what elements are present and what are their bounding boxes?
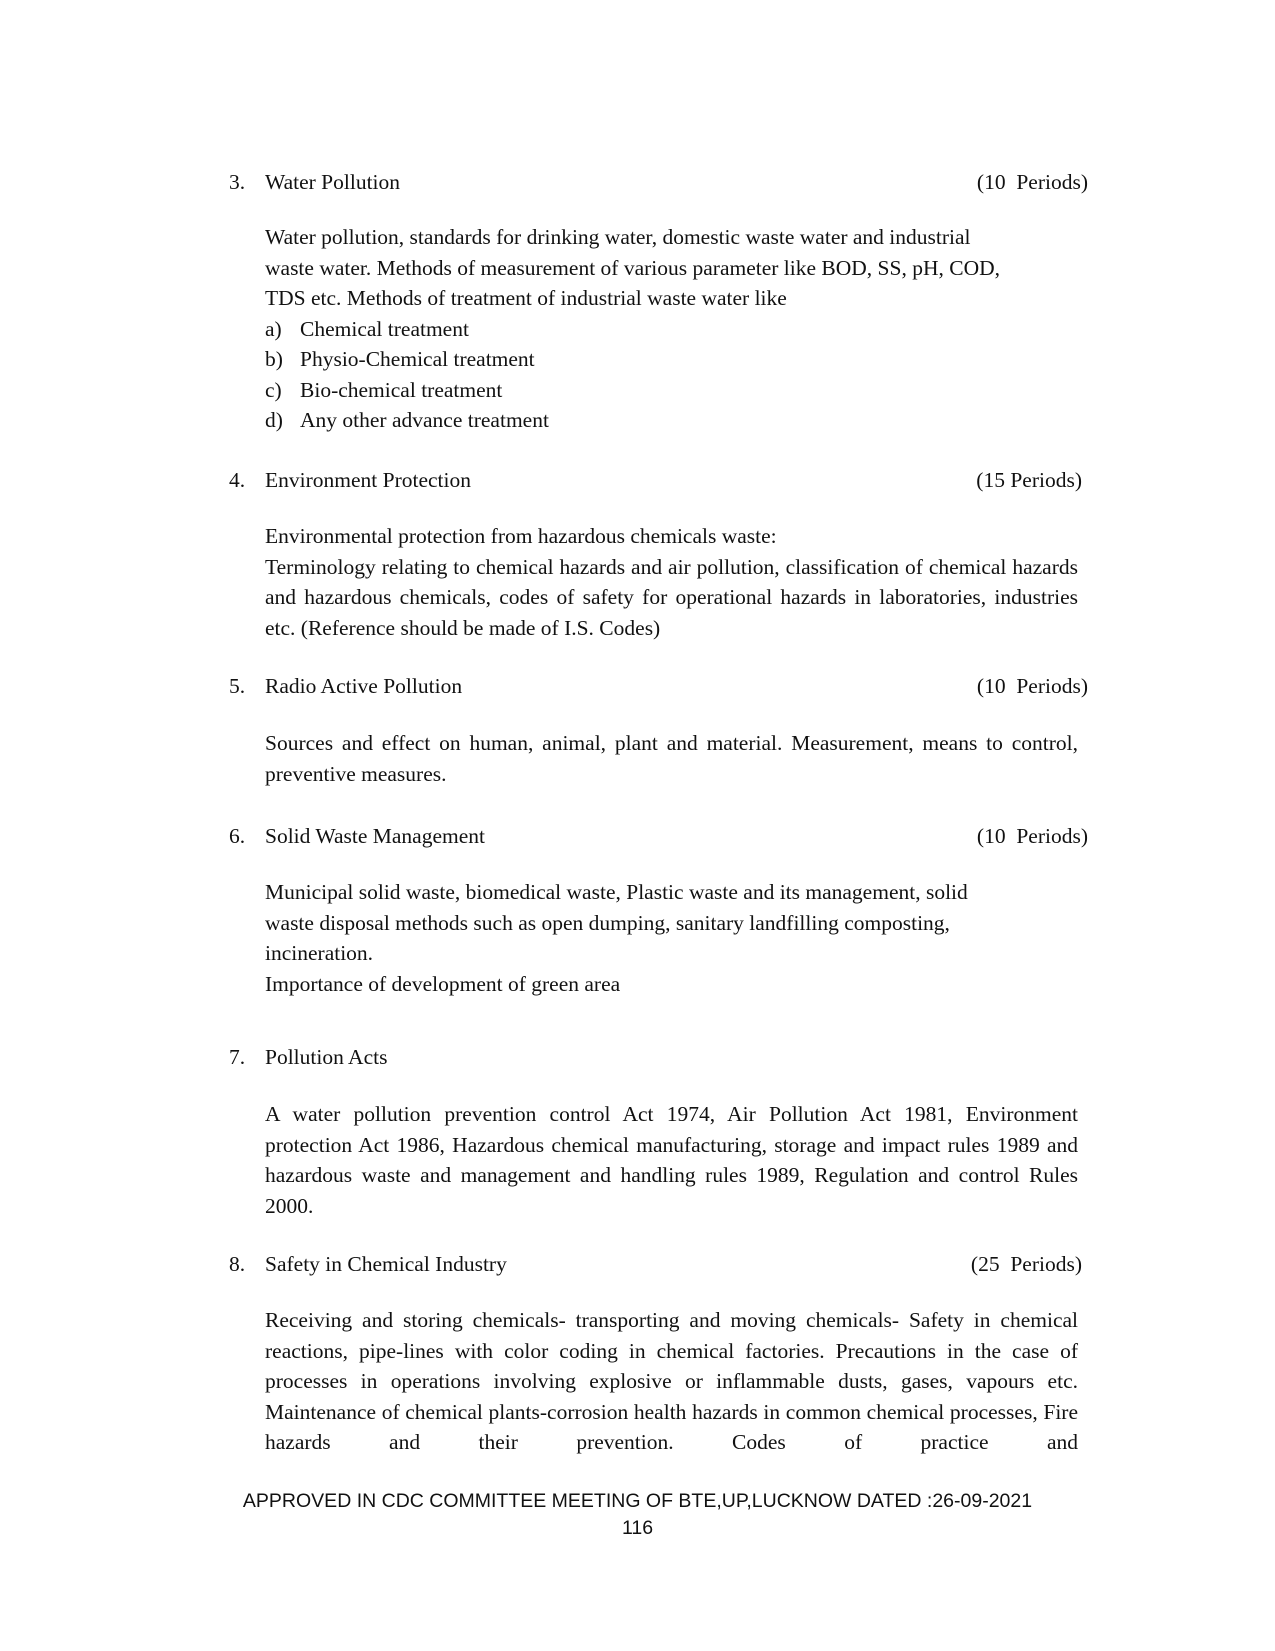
section-number: 3.	[229, 170, 246, 194]
section-periods: (10 Periods)	[976, 170, 1088, 194]
body-intro: Environmental protection from hazardous chemicals waste:	[265, 524, 777, 548]
body-line: TDS etc. Methods of treatment of industrial waste water like	[265, 286, 787, 310]
section-body-safety-in-chemical-industry: Receiving and storing chemicals- transporting and moving chemicals- Safety in chemical reactions, pipe-lines with color coding in chemical factories. Precautions in the case of processes in operations involving explosive or inflammable dusts, gases, vapours etc. Maintenance of chemical plants-corrosion health hazards in common chemical processes, Fire hazards and their prevention. Codes of practice and	[265, 1308, 1078, 1454]
section-number: 4.	[229, 468, 246, 492]
section-periods: (10 Periods)	[976, 824, 1088, 848]
list-item	[265, 405, 1078, 436]
section-body-solid-waste-management	[265, 877, 1078, 999]
section-number: 6.	[229, 824, 246, 848]
list-text: Any other advance treatment	[300, 408, 549, 432]
section-periods: (15 Periods)	[976, 468, 1082, 492]
section-number: 5.	[229, 674, 246, 698]
list-item	[265, 344, 1078, 375]
body-line: waste disposal methods such as open dumping, sanitary landfilling composting,	[265, 910, 950, 935]
page-number: 116	[621, 1517, 654, 1539]
list-item	[265, 314, 1078, 345]
section-title: Water Pollution	[265, 170, 401, 194]
section-title: Environment Protection	[265, 468, 472, 492]
section-title: Pollution Acts	[265, 1045, 388, 1069]
section-title: Solid Waste Management	[265, 824, 485, 848]
section-number: 7.	[229, 1045, 246, 1069]
section-title: Safety in Chemical Industry	[265, 1252, 507, 1276]
list-marker: d)	[265, 408, 283, 432]
section-heading-pollution-acts	[229, 1042, 1082, 1073]
section-heading-radio-active-pollution	[229, 671, 1088, 702]
section-body-environment-protection	[265, 521, 1078, 643]
section-periods: (25 Periods)	[970, 1252, 1082, 1276]
section-body-radio-active-pollution: Sources and effect on human, animal, plant and material. Measurement, means to control, preventive measures.	[265, 731, 1078, 786]
list-text: Physio-Chemical treatment	[300, 347, 535, 371]
section-heading-environment-protection	[229, 465, 1082, 496]
list-marker: a)	[265, 316, 282, 341]
section-heading-solid-waste-management	[229, 821, 1088, 852]
list-text: Chemical treatment	[300, 316, 469, 341]
section-body-pollution-acts: A water pollution prevention control Act 1974, Air Pollution Act 1981, Environment protection Act 1986, Hazardous chemical manufacturing, storage and impact rules 1989 and hazardous waste and management and handling rules 1989, Regulation and control Rules 2000.	[265, 1102, 1078, 1218]
section-title: Radio Active Pollution	[265, 674, 463, 698]
body-line: Importance of development of green area	[265, 971, 621, 996]
list-marker: b)	[265, 347, 283, 371]
list-item	[265, 375, 1078, 406]
list-marker: c)	[265, 377, 282, 402]
section-heading-safety-in-chemical-industry	[229, 1249, 1082, 1280]
section-body-water-pollution	[265, 222, 1078, 436]
list-text: Bio-chemical treatment	[300, 377, 503, 402]
body-line: waste water. Methods of measurement of various parameter like BOD, SS, pH, COD,	[265, 255, 1001, 280]
section-periods: (10 Periods)	[976, 674, 1088, 698]
body-line: incineration.	[265, 941, 374, 965]
section-number: 8.	[229, 1252, 246, 1276]
footer-approval: APPROVED IN CDC COMMITTEE MEETING OF BTE,UP,LUCKNOW DATED :26-09-2021	[242, 1490, 1033, 1512]
section-heading-water-pollution	[229, 167, 1088, 198]
body-line: Municipal solid waste, biomedical waste, Plastic waste and its management, solid	[265, 880, 968, 904]
body-paragraph: Terminology relating to chemical hazards and air pollution, classification of chemical hazards and hazardous chemicals, codes of safety for operational hazards in laboratories, industries etc. (Reference should be made of I.S. Codes)	[265, 554, 1078, 640]
body-line: Water pollution, standards for drinking water, domestic waste water and industrial	[265, 225, 971, 249]
